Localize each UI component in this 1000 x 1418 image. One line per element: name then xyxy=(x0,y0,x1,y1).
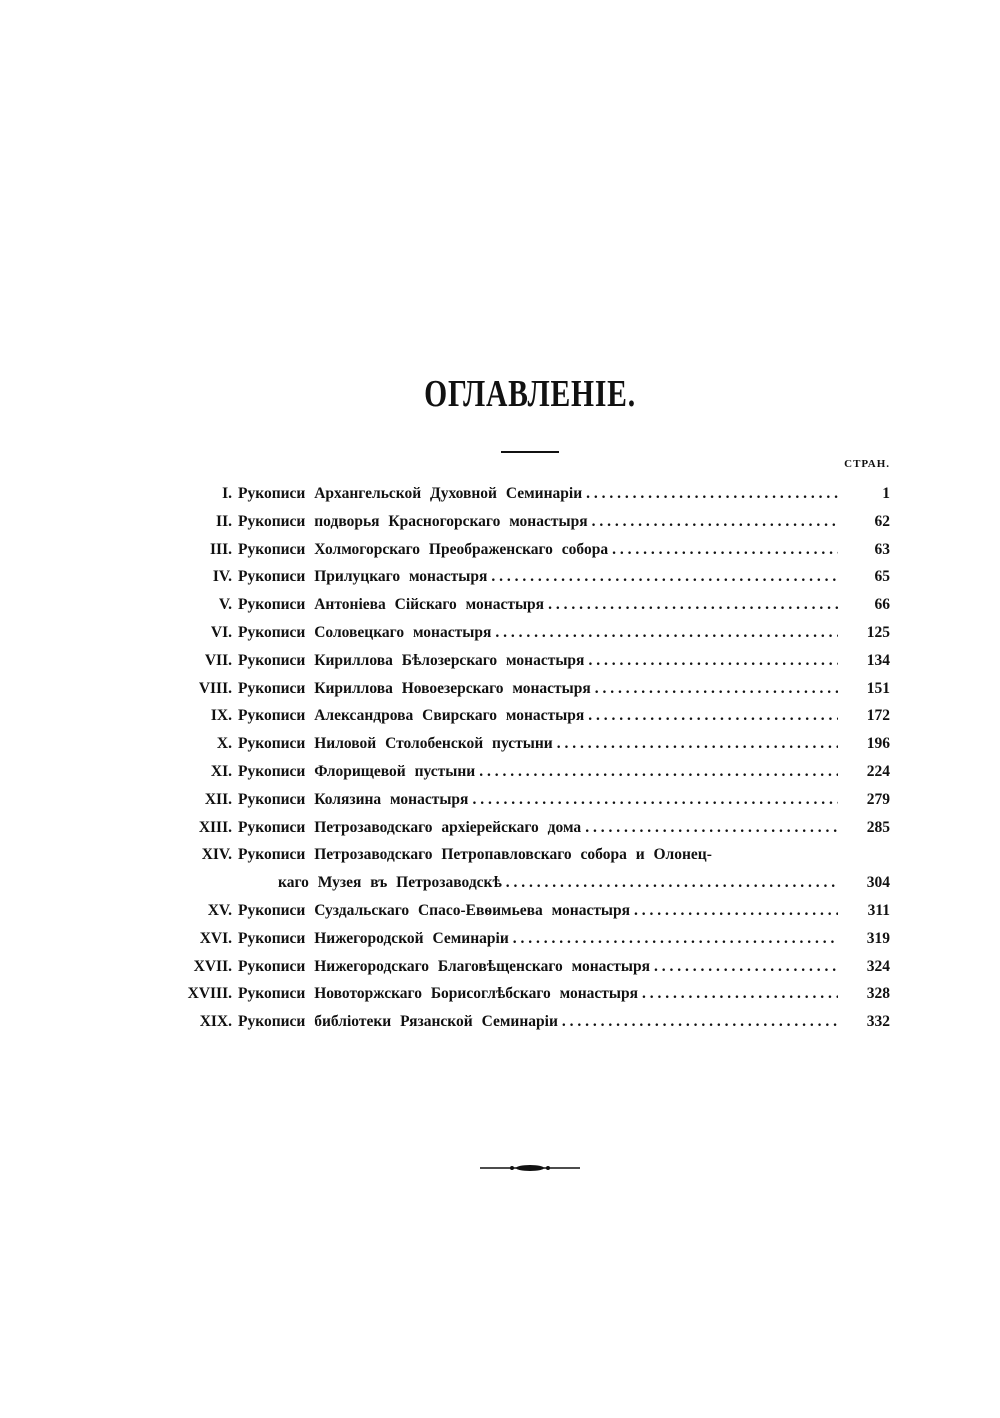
dot-leader xyxy=(654,953,838,981)
toc-entry xyxy=(160,786,890,814)
entry-page: 279 xyxy=(866,790,890,808)
entry-title: Рукописи Нижегородскаго Благовѣщенскаго монастыря xyxy=(238,957,650,975)
entry-number: XII. xyxy=(204,790,232,808)
entry-page: 151 xyxy=(866,679,890,697)
pages-column-header: СТРАН. xyxy=(844,458,890,470)
dot-leader xyxy=(491,563,838,591)
entry-title: Рукописи Колязина монастыря xyxy=(238,790,469,808)
toc-entry xyxy=(160,619,890,647)
toc-entry xyxy=(160,702,890,730)
entry-page: 332 xyxy=(866,1013,890,1031)
dot-leader xyxy=(548,591,838,619)
dot-leader xyxy=(612,536,838,564)
dot-leader xyxy=(595,675,838,703)
dot-leader xyxy=(592,508,838,536)
entry-page: 62 xyxy=(874,512,890,530)
entry-title: Рукописи Петрозаводскаго Петропавловскаго собора и Олонец- xyxy=(238,846,712,864)
dot-leader xyxy=(506,869,838,897)
entry-title: Рукописи Петрозаводскаго архіерейскаго дома xyxy=(238,818,582,836)
entry-page: 172 xyxy=(866,707,890,725)
entry-number: II. xyxy=(216,512,232,530)
entry-title: Рукописи Ниловой Столобенской пустыни xyxy=(238,735,553,753)
dot-leader xyxy=(479,758,838,786)
dot-leader xyxy=(588,702,838,730)
table-of-contents xyxy=(160,480,890,1036)
entry-title: Рукописи Кириллова Новоезерскаго монастыря xyxy=(238,679,591,697)
entry-page: 224 xyxy=(866,762,890,780)
toc-entry xyxy=(160,563,890,591)
dot-leader xyxy=(557,730,838,758)
entry-number: XIX. xyxy=(199,1013,232,1031)
dot-leader xyxy=(513,925,838,953)
entry-page: 1 xyxy=(882,485,890,502)
page-title: ОГЛАВЛЕНІЕ. xyxy=(424,373,636,415)
entry-title: Рукописи Флорищевой пустыни xyxy=(238,762,476,780)
entry-page: 319 xyxy=(866,929,890,947)
entry-page: 285 xyxy=(866,818,890,836)
entry-number: I. xyxy=(222,485,232,502)
toc-entry-continuation xyxy=(160,869,890,897)
dot-leader xyxy=(634,897,838,925)
toc-entry xyxy=(160,758,890,786)
toc-entry xyxy=(160,730,890,758)
entry-number: V. xyxy=(218,596,232,614)
entry-number: XVIII. xyxy=(187,985,232,1003)
toc-entry xyxy=(160,925,890,953)
dot-leader xyxy=(472,786,838,814)
entry-page: 134 xyxy=(866,651,890,669)
entry-page: 125 xyxy=(866,623,890,641)
toc-entry xyxy=(160,841,890,869)
toc-entry xyxy=(160,508,890,536)
dot-leader xyxy=(586,480,838,508)
entry-number: XVI. xyxy=(199,929,232,947)
entry-title: Рукописи библіотеки Рязанской Семинаріи xyxy=(238,1013,558,1031)
entry-number: III. xyxy=(210,540,232,558)
dot-leader xyxy=(588,647,838,675)
toc-entry xyxy=(160,591,890,619)
entry-number: VI. xyxy=(210,623,232,641)
entry-title: Рукописи подворья Красногорскаго монастыря xyxy=(238,512,588,530)
entry-page: 324 xyxy=(866,957,890,975)
entry-title: Рукописи Суздальскаго Спасо-Евѳимьева монастыря xyxy=(238,901,631,919)
entry-number: XIV. xyxy=(201,846,232,864)
entry-number: XI. xyxy=(210,762,232,780)
entry-number: IX. xyxy=(210,707,232,725)
dot-leader xyxy=(562,1008,838,1036)
toc-entry xyxy=(160,480,890,508)
entry-title: Рукописи Новоторжскаго Борисоглѣбскаго монастыря xyxy=(238,985,638,1003)
title-divider xyxy=(501,451,559,453)
toc-entry xyxy=(160,897,890,925)
toc-entry xyxy=(160,814,890,842)
toc-entry xyxy=(160,536,890,564)
entry-number: VII. xyxy=(204,651,232,669)
entry-number: XIII. xyxy=(198,818,232,836)
entry-page: 65 xyxy=(874,568,890,586)
entry-number: X. xyxy=(216,735,232,753)
entry-title: Рукописи Нижегородской Семинаріи xyxy=(238,929,509,947)
entry-page: 304 xyxy=(866,874,890,892)
entry-page: 311 xyxy=(867,901,890,919)
entry-title: Рукописи Александрова Свирскаго монастыря xyxy=(238,707,585,725)
dot-leader xyxy=(585,814,838,842)
toc-entry xyxy=(160,1008,890,1036)
ornament-divider-icon xyxy=(480,1164,580,1172)
entry-page: 63 xyxy=(874,540,890,558)
entry-number: XV. xyxy=(207,901,232,919)
entry-number: XVII. xyxy=(193,957,232,975)
dot-leader xyxy=(495,619,838,647)
entry-page: 196 xyxy=(866,735,890,753)
entry-title: Рукописи Прилуцкаго монастыря xyxy=(238,568,488,586)
entry-number: IV. xyxy=(212,568,232,586)
entry-title: Рукописи Холмогорскаго Преображенскаго собора xyxy=(238,540,609,558)
entry-number: VIII. xyxy=(198,679,232,697)
entry-title: Рукописи Соловецкаго монастыря xyxy=(238,623,492,641)
entry-title: Рукописи Антоніева Сійскаго монастыря xyxy=(238,596,545,614)
dot-leader xyxy=(642,980,838,1008)
toc-entry xyxy=(160,953,890,981)
entry-title: Рукописи Архангельской Духовной Семинаріи xyxy=(238,485,583,502)
toc-entry xyxy=(160,980,890,1008)
entry-page: 66 xyxy=(874,596,890,614)
entry-title: Рукописи Кириллова Бѣлозерскаго монастыря xyxy=(238,651,585,669)
toc-entry xyxy=(160,647,890,675)
toc-entry xyxy=(160,675,890,703)
entry-title-continuation: каго Музея въ Петрозаводскѣ xyxy=(278,874,502,892)
entry-page: 328 xyxy=(866,985,890,1003)
